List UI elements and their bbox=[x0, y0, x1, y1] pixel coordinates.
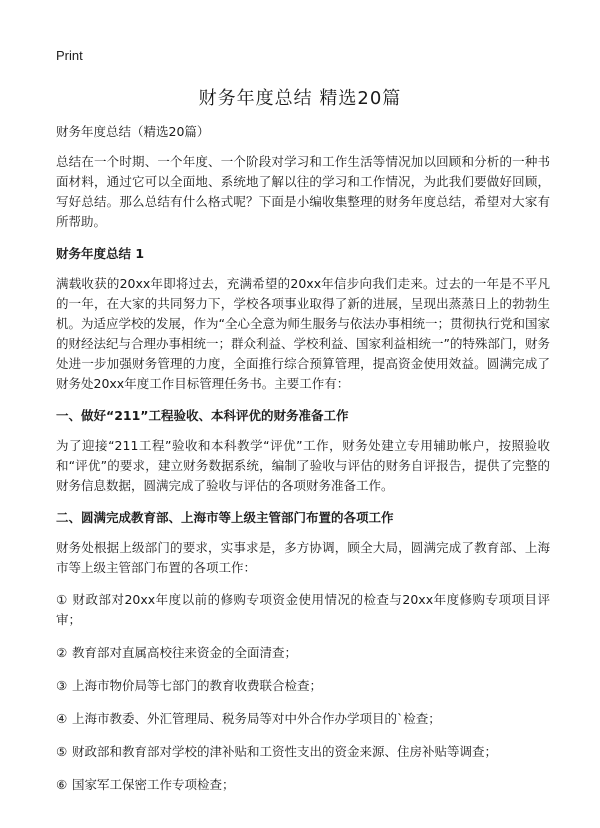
list-item-text: 国家军工保密工作专项检查； bbox=[72, 777, 235, 792]
list-item-text: 财政部和教育部对学校的津补贴和工资性支出的资金来源、住房补贴等调查； bbox=[72, 744, 498, 759]
list-item-number: ⑤ bbox=[56, 744, 68, 759]
list-item bbox=[56, 643, 550, 663]
list-item-text: 上海市物价局等七部门的教育收费联合检查； bbox=[72, 678, 323, 693]
list-item bbox=[56, 775, 550, 795]
subsection-heading: 一、做好“211”工程验收、本科评优的财务准备工作 bbox=[56, 408, 349, 423]
intro-paragraph: 总结在一个时期、一个年度、一个阶段对学习和工作生活等情况加以回顾和分析的一种书面材料，通过它可以全面地、系统地了解以往的学习和工作情况，为此我们要做好回顾，写好总结。那么总结有什么格式呢？下面是小编收集整理的财务年度总结，希望对大家有所帮助。 bbox=[56, 154, 550, 229]
list-item bbox=[56, 742, 550, 762]
section-paragraph: 满载收获的20xx年即将过去，充满希望的20xx年信步向我们走来。过去的一年是不平凡的一年，在大家的共同努力下，学校各项事业取得了新的进展，呈现出蒸蒸日上的勃勃生机。为适应学校的发展，作为“全心全意为师生服务与依法办事相统一；贯彻执行党和国家的财经法纪与合理办事相统一；群众利益、学校利益、国家利益相统一”的特殊部门，财务处进一步加强财务管理的力度，全面推行综合预算管理，提高资金使用效益。圆满完成了财务处20xx年度工作目标管理任务书。主要工作有： bbox=[56, 276, 550, 391]
document-body bbox=[56, 122, 550, 808]
list-item-text: 上海市教委、外汇管理局、税务局等对中外合作办学项目的`检查； bbox=[72, 711, 441, 726]
list-item-number: ⑥ bbox=[56, 777, 68, 792]
print-link[interactable]: Print bbox=[56, 48, 83, 63]
list-item-number: ① bbox=[56, 592, 68, 607]
subsection-paragraph: 财务处根据上级部门的要求，实事求是，多方协调，顾全大局，圆满完成了教育部、上海市等上级主管部门布置的各项工作： bbox=[56, 540, 550, 575]
list-item bbox=[56, 590, 550, 630]
list-item-text: 教育部对直属高校往来资金的全面清查； bbox=[72, 645, 298, 660]
subsection-paragraph: 为了迎接“211工程”验收和本科教学“评优”工作，财务处建立专用辅助帐户，按照验收和“评优”的要求，建立财务数据系统，编制了验收与评估的财务自评报告，提供了完整的财务信息数据，圆满完成了验收与评估的各项财务准备工作。 bbox=[56, 438, 550, 493]
section-heading: 财务年度总结 1 bbox=[56, 246, 145, 261]
list-item bbox=[56, 676, 550, 696]
list-item-number: ④ bbox=[56, 711, 68, 726]
list-item-number: ② bbox=[56, 645, 68, 660]
subsection-heading: 二、圆满完成教育部、上海市等上级主管部门布置的各项工作 bbox=[56, 510, 394, 525]
list-item-number: ③ bbox=[56, 678, 68, 693]
page-title: 财务年度总结 精选20篇 bbox=[198, 88, 402, 109]
document-subtitle: 财务年度总结（精选20篇） bbox=[56, 124, 210, 139]
list-item bbox=[56, 709, 550, 729]
list-item-text: 财政部对20xx年度以前的修购专项资金使用情况的检查与20xx年度修购专项项目评审； bbox=[56, 592, 550, 627]
